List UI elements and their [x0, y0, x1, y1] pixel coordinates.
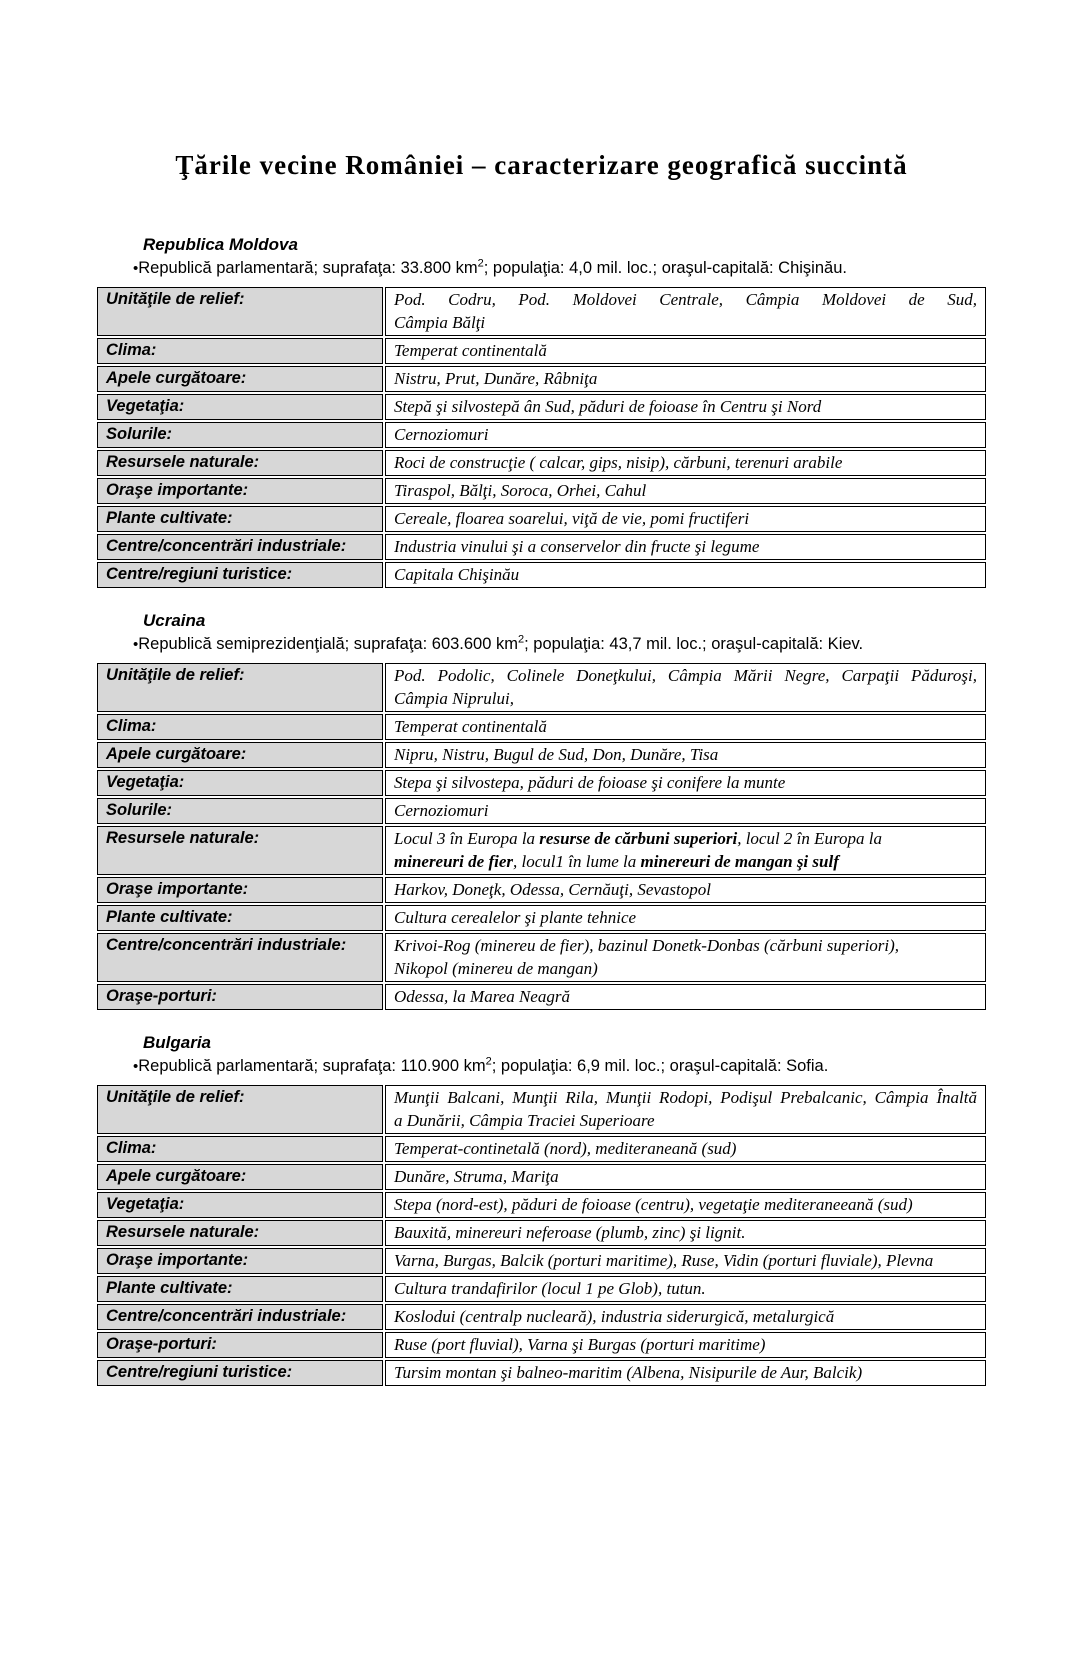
value-line: Câmpia Bălţi: [394, 313, 486, 332]
row-label: Solurile:: [97, 422, 383, 448]
value-line: Krivoi-Rog (minereu de fier), bazinul Donetk-Donbas (cărbuni superiori),: [394, 936, 900, 955]
row-value: Odessa, la Marea Neagră: [385, 984, 986, 1010]
row-label: Centre/regiuni turistice:: [97, 1360, 383, 1386]
row-label: Centre/concentrări industriale:: [97, 1304, 383, 1330]
row-value: Temperat continentală: [385, 338, 986, 364]
row-label: Resursele naturale:: [97, 826, 383, 875]
table-row: [97, 1360, 986, 1386]
row-label: Resursele naturale:: [97, 450, 383, 476]
table-row: [97, 933, 986, 982]
value-line: a Dunării, Câmpia Traciei Superioare: [394, 1111, 655, 1130]
intro-text: Republică parlamentară; suprafaţa: 110.900 km: [138, 1057, 486, 1075]
table-row: [97, 1332, 986, 1358]
value-line: Munţii Balcani, Munţii Rila, Munţii Rodopi, Podişul Prebalcanic, Câmpia Înaltă: [394, 1088, 977, 1107]
row-label: Clima:: [97, 338, 383, 364]
table-row: [97, 1192, 986, 1218]
table-row: [97, 287, 986, 336]
table-row: [97, 1136, 986, 1162]
bulgaria-table: [95, 1083, 988, 1388]
value-line: Pod. Codru, Pod. Moldovei Centrale, Câmpia Moldovei de Sud,: [394, 290, 977, 309]
table-row: [97, 506, 986, 532]
section-intro-bulgaria: [133, 1056, 988, 1077]
row-value: Harkov, Doneţk, Odessa, Cernăuţi, Sevastopol: [385, 877, 986, 903]
value-line: Nikopol (minereu de mangan): [394, 959, 598, 978]
row-label: Plante cultivate:: [97, 1276, 383, 1302]
table-row: [97, 1220, 986, 1246]
table-row: [97, 826, 986, 875]
row-value: Stepa (nord-est), păduri de foioase (centru), vegetaţie mediteraneeană (sud): [385, 1192, 986, 1218]
row-value: Bauxită, minereuri neferoase (plumb, zinc) şi lignit.: [385, 1220, 986, 1246]
value-text: , locul1 în lume la: [513, 852, 641, 871]
row-value: [385, 287, 986, 336]
row-value: [385, 933, 986, 982]
row-value: Temperat continentală: [385, 714, 986, 740]
row-label: Centre/concentrări industriale:: [97, 534, 383, 560]
table-row: [97, 1304, 986, 1330]
row-value: Tiraspol, Bălţi, Soroca, Orhei, Cahul: [385, 478, 986, 504]
row-label: Centre/concentrări industriale:: [97, 933, 383, 982]
row-value: Stepă şi silvostepă ân Sud, păduri de foioase în Centru şi Nord: [385, 394, 986, 420]
row-value: Cereale, floarea soarelui, viţă de vie, pomi fructiferi: [385, 506, 986, 532]
row-label: Oraşe importante:: [97, 478, 383, 504]
table-row: [97, 905, 986, 931]
row-label: Unităţile de relief:: [97, 1085, 383, 1134]
document-page: [95, 148, 988, 1388]
row-value: Temperat-continetală (nord), mediteraneană (sud): [385, 1136, 986, 1162]
row-label: Clima:: [97, 1136, 383, 1162]
intro-text: Republică semiprezidenţială; suprafaţa: 603.600 km: [138, 635, 518, 653]
value-bold: minereuri de fier: [394, 852, 513, 871]
row-label: Oraşe importante:: [97, 1248, 383, 1274]
bullet-icon: •: [133, 1058, 139, 1075]
table-row: [97, 663, 986, 712]
row-label: Plante cultivate:: [97, 905, 383, 931]
table-row: [97, 394, 986, 420]
table-row: [97, 877, 986, 903]
row-label: Oraşe-porturi:: [97, 1332, 383, 1358]
value-line: [394, 850, 977, 873]
row-label: Vegetaţia:: [97, 1192, 383, 1218]
moldova-table: [95, 285, 988, 590]
row-label: Apele curgătoare:: [97, 366, 383, 392]
row-value: Ruse (port fluvial), Varna şi Burgas (porturi maritime): [385, 1332, 986, 1358]
row-label: Vegetaţia:: [97, 770, 383, 796]
row-label: Unităţile de relief:: [97, 663, 383, 712]
row-value: Cultura cerealelor şi plante tehnice: [385, 905, 986, 931]
row-value: Roci de construcţie ( calcar, gips, nisip), cărbuni, terenuri arabile: [385, 450, 986, 476]
row-value: Dunăre, Struma, Mariţa: [385, 1164, 986, 1190]
value-line: Câmpia Niprului,: [394, 689, 514, 708]
table-row: [97, 1085, 986, 1134]
row-value: [385, 663, 986, 712]
value-line: Pod. Podolic, Colinele Doneţkului, Câmpia Mării Negre, Carpaţii Păduroşi,: [394, 666, 977, 685]
section-heading-moldova: Republica Moldova: [143, 235, 298, 254]
superscript-2: 2: [517, 633, 525, 646]
superscript-2: 2: [477, 257, 484, 270]
intro-text: ; populaţia: 4,0 mil. loc.; oraşul-capitală: Chişinău.: [483, 259, 847, 277]
page-title: Ţările vecine României – caracterizare geografică succintă: [175, 150, 908, 180]
section-ucraina: [95, 611, 988, 1012]
intro-text: Republică parlamentară; suprafaţa: 33.800 km: [138, 259, 478, 277]
section-bulgaria: [95, 1033, 988, 1388]
table-row: [97, 478, 986, 504]
table-row: [97, 1276, 986, 1302]
row-label: Vegetaţia:: [97, 394, 383, 420]
bullet-icon: •: [133, 260, 139, 277]
table-row: [97, 714, 986, 740]
section-intro-moldova: [133, 258, 988, 279]
row-label: Solurile:: [97, 798, 383, 824]
row-value: [385, 1085, 986, 1134]
row-label: Resursele naturale:: [97, 1220, 383, 1246]
table-row: [97, 422, 986, 448]
value-text: , locul 2 în Europa la: [737, 829, 882, 848]
table-row: [97, 534, 986, 560]
ucraina-table: [95, 661, 988, 1012]
row-value: Nipru, Nistru, Bugul de Sud, Don, Dunăre, Tisa: [385, 742, 986, 768]
table-row: [97, 1164, 986, 1190]
row-label: Oraşe importante:: [97, 877, 383, 903]
row-value: Cernoziomuri: [385, 422, 986, 448]
row-label: Apele curgătoare:: [97, 742, 383, 768]
table-row: [97, 770, 986, 796]
table-row: [97, 338, 986, 364]
row-value: Stepa şi silvostepa, păduri de foioase şi conifere la munte: [385, 770, 986, 796]
row-value: Tursim montan şi balneo-maritim (Albena, Nisipurile de Aur, Balcik): [385, 1360, 986, 1386]
section-intro-ucraina: [133, 634, 988, 655]
table-row: [97, 562, 986, 588]
row-value: Varna, Burgas, Balcik (porturi maritime), Ruse, Vidin (porturi fluviale), Plevna: [385, 1248, 986, 1274]
row-label: Centre/regiuni turistice:: [97, 562, 383, 588]
section-heading-bulgaria: Bulgaria: [143, 1033, 212, 1052]
row-value: Cultura trandafirilor (locul 1 pe Glob), tutun.: [385, 1276, 986, 1302]
table-row: [97, 742, 986, 768]
row-value: [385, 826, 986, 875]
section-moldova: [95, 235, 988, 590]
value-text: Locul 3 în Europa la: [394, 829, 540, 848]
table-row: [97, 984, 986, 1010]
table-row: [97, 798, 986, 824]
table-row: [97, 450, 986, 476]
row-value: Industria vinului şi a conservelor din fructe şi legume: [385, 534, 986, 560]
superscript-2: 2: [485, 1055, 492, 1068]
row-value: Capitala Chişinău: [385, 562, 986, 588]
table-row: [97, 1248, 986, 1274]
table-row: [97, 366, 986, 392]
row-value: Cernoziomuri: [385, 798, 986, 824]
intro-text: ; populaţia: 43,7 mil. loc.; oraşul-capitală: Kiev.: [524, 635, 864, 653]
row-label: Plante cultivate:: [97, 506, 383, 532]
intro-text: ; populaţia: 6,9 mil. loc.; oraşul-capitală: Sofia.: [491, 1057, 829, 1075]
row-label: Clima:: [97, 714, 383, 740]
value-line: [394, 827, 977, 850]
bullet-icon: •: [133, 636, 139, 653]
row-label: Oraşe-porturi:: [97, 984, 383, 1010]
row-value: Nistru, Prut, Dunăre, Râbniţa: [385, 366, 986, 392]
row-label: Unităţile de relief:: [97, 287, 383, 336]
value-bold: resurse de cărbuni superiori: [539, 829, 738, 848]
row-label: Apele curgătoare:: [97, 1164, 383, 1190]
value-bold: minereuri de mangan şi sulf: [640, 852, 839, 871]
section-heading-ucraina: Ucraina: [143, 611, 206, 630]
row-value: Koslodui (centralp nucleară), industria siderurgică, metalurgică: [385, 1304, 986, 1330]
